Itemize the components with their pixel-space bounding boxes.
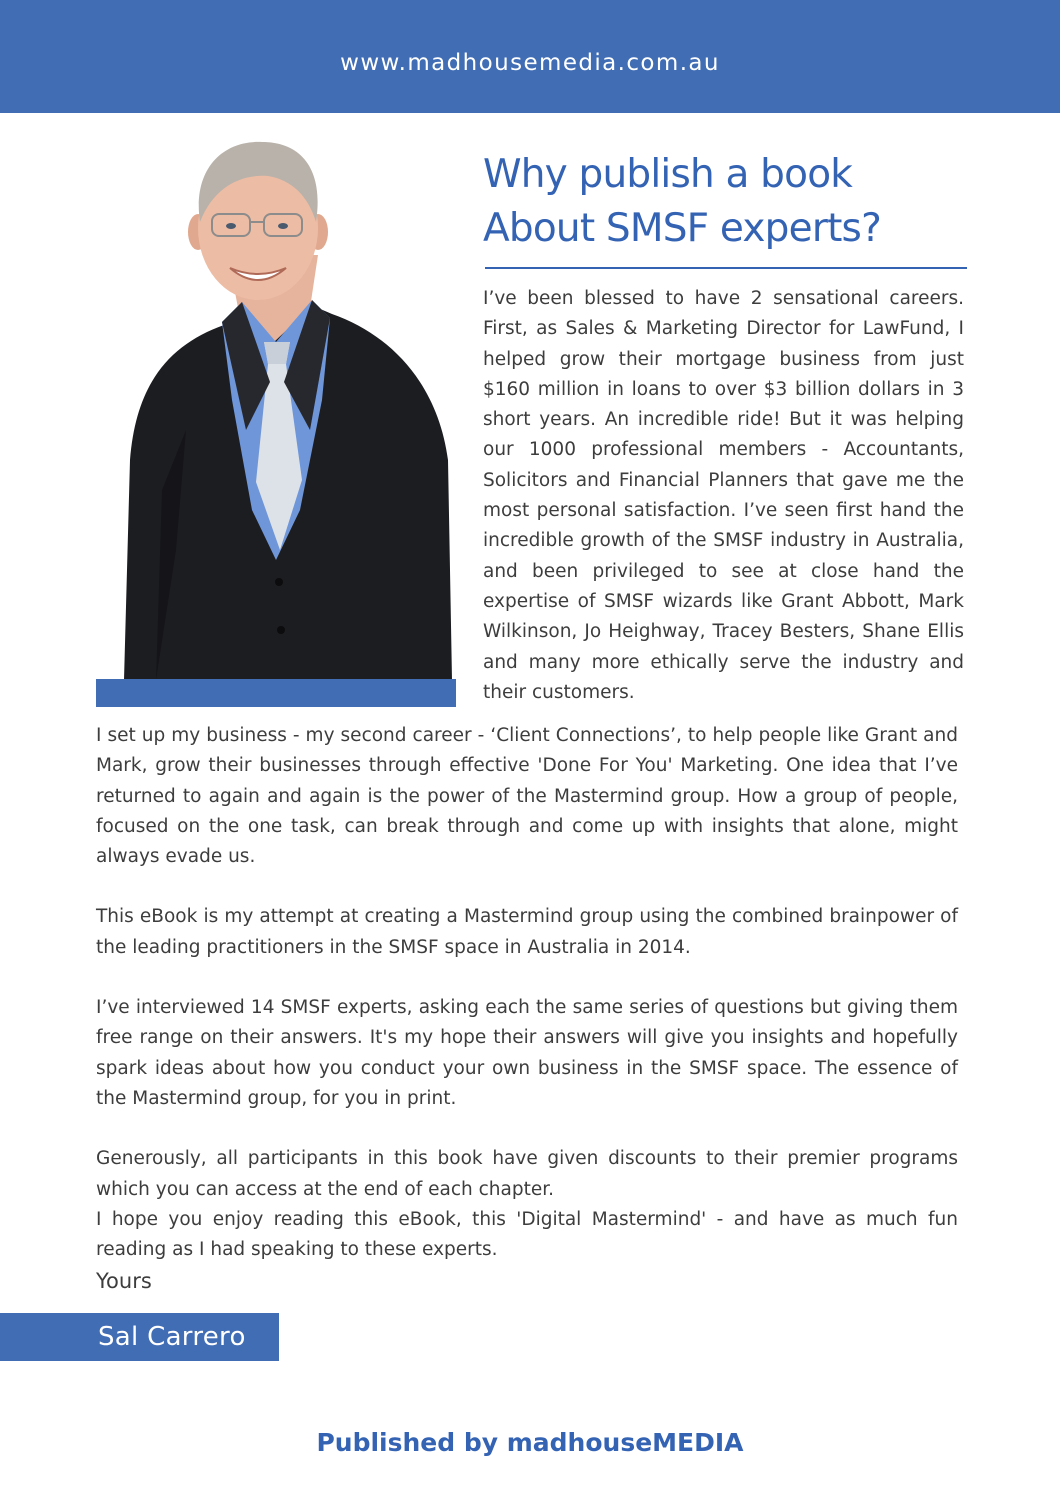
body-paragraph-3: I’ve interviewed 14 SMSF experts, asking each the same series of questions but giving them free range on their answers. It's my hope their answers will give you insights and hopefully spark ideas about how you conduct your own business in the SMSF space. The essence of the Mastermind group, for you in print. (96, 997, 958, 1109)
body-paragraph-2: This eBook is my attempt at creating a Mastermind group using the combined brainpower of the leading practitioners in the SMSF space in Australia in 2014. (96, 906, 958, 958)
intro-paragraph: I’ve been blessed to have 2 sensational careers. First, as Sales & Marketing Director for LawFund, I helped grow their mortgage business from just $160 million in loans to over $3 billion dollars in 3 short years. An incredible ride! But it was helping our 1000 professional members - Accountants, Solicitors and Financial Planners that gave me the most personal satisfaction. I’ve seen first hand the incredible growth of the SMSF industry in Australia, and been privileged to see at close hand the expertise of SMSF wizards like Grant Abbott, Mark Wilkinson, Jo Heighway, Tracey Besters, Shane Ellis and many more ethically serve the industry and their customers. (483, 288, 964, 703)
body-paragraph-1: I set up my business - my second career - ‘Client Connections’, to help people like Grant and Mark, grow their businesses through effective 'Done For You' Marketing. One idea that I’ve returned to again and again is the power of the Mastermind group. How a group of people, focused on the one task, can break through and come up with insights that alone, might always evade us. (96, 725, 958, 868)
page-title (483, 148, 1003, 256)
title-line-2: About SMSF experts? (483, 206, 881, 251)
author-portrait (96, 130, 456, 680)
body-text (96, 721, 958, 1265)
publisher-credit: Published by madhouseMEDIA (316, 1428, 744, 1457)
title-line-1: Why publish a book (483, 152, 853, 197)
website-url[interactable]: www.madhousemedia.com.au (340, 50, 720, 76)
signature-name: Sal Carrero (98, 1322, 246, 1352)
body-paragraph-5: I hope you enjoy reading this eBook, this 'Digital Mastermind' - and have as much fun reading as I had speaking to these experts. (96, 1208, 958, 1261)
body-paragraph-4: Generously, all participants in this book have given discounts to their premier programs which you can access at the end of each chapter. (96, 1148, 958, 1200)
portrait-caption-bar (96, 679, 456, 707)
sign-off: Yours (96, 1269, 152, 1293)
title-underline (485, 267, 967, 269)
